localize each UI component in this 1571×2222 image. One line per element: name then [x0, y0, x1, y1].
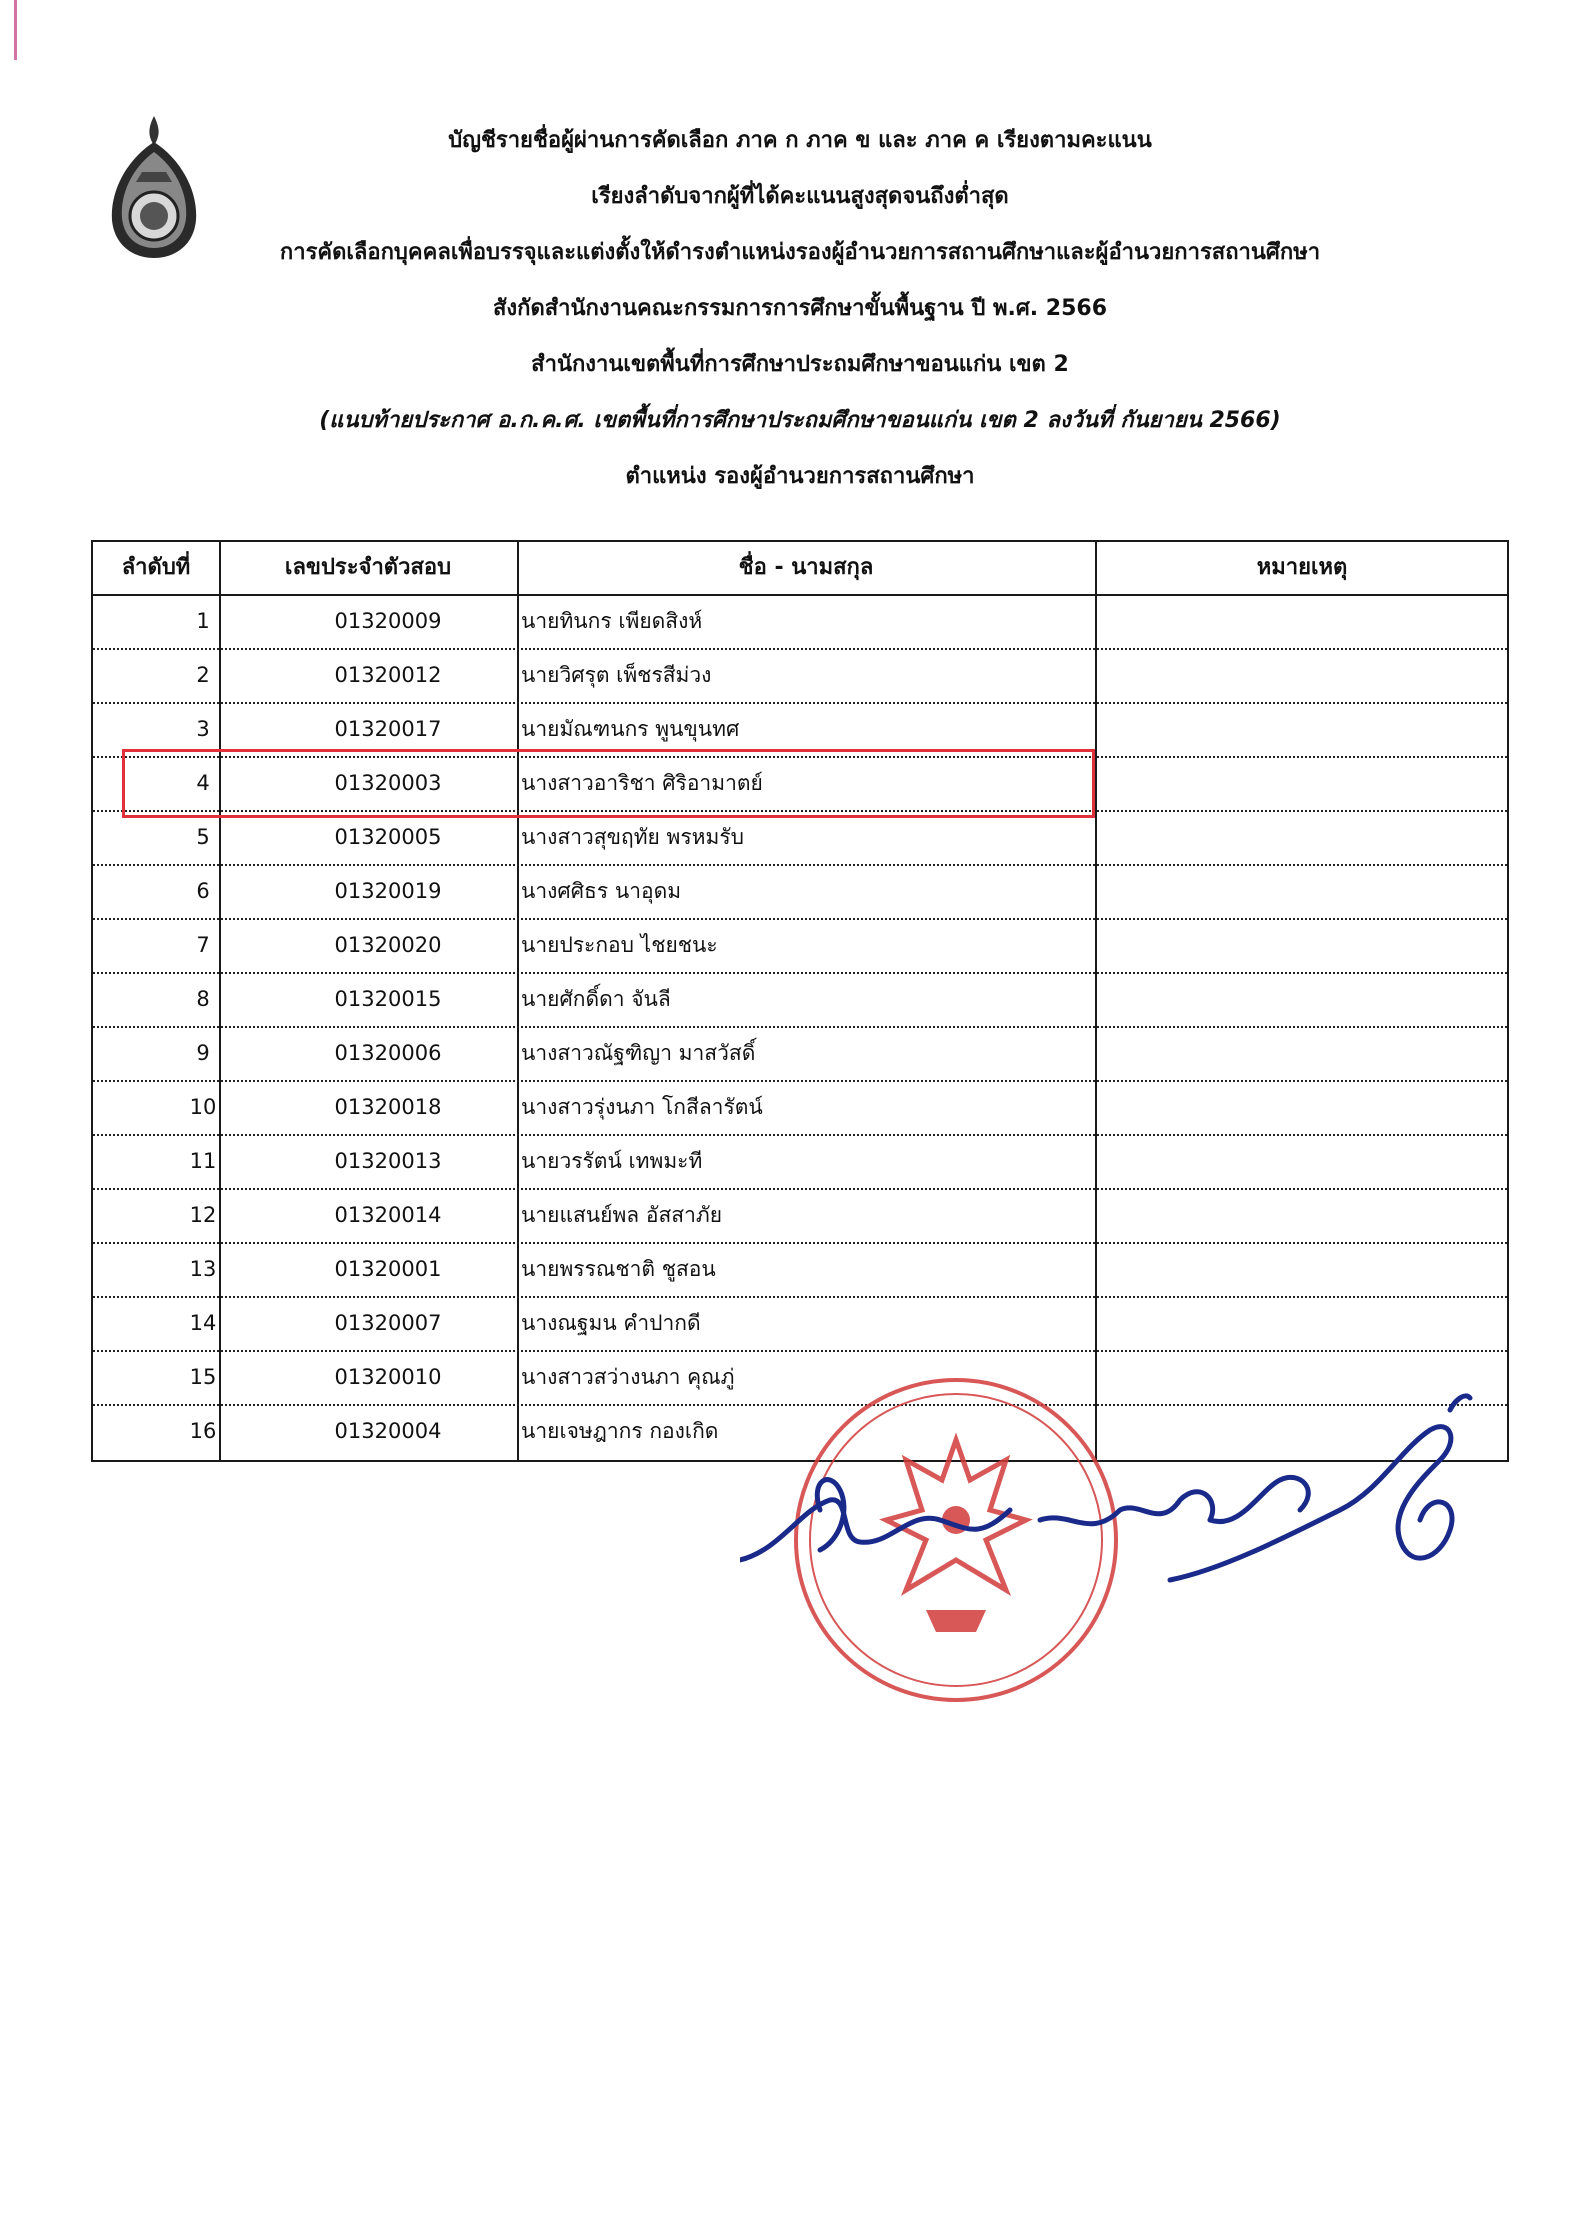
remarks-cell [1103, 702, 1503, 756]
exam-id-cell: 01320003 [334, 771, 442, 795]
exam-id-cell: 01320006 [334, 1041, 442, 1065]
results-table [91, 540, 1509, 1462]
name-cell: นางสาวรุ่งนภา โกสีลารัตน์ [521, 1095, 763, 1119]
table-row [93, 1296, 1507, 1350]
table-row [93, 864, 1507, 918]
exam-id-cell: 01320018 [334, 1095, 442, 1119]
remarks-cell [1103, 1026, 1503, 1080]
name-cell: นางสาวสุขฤทัย พรหมรับ [521, 825, 744, 849]
exam-id-cell: 01320010 [334, 1365, 442, 1389]
rank-cell: 13 [189, 1257, 217, 1281]
exam-id-cell: 01320017 [334, 717, 442, 741]
rank-cell: 4 [196, 771, 210, 795]
column-header-remarks: หมายเหตุ [1256, 555, 1348, 580]
remarks-cell [1103, 1080, 1503, 1134]
rank-cell: 10 [189, 1095, 217, 1119]
rank-cell: 16 [189, 1419, 217, 1443]
exam-id-cell: 01320007 [334, 1311, 442, 1335]
exam-id-cell: 01320009 [334, 609, 442, 633]
title-line-3: การคัดเลือกบุคคลเพื่อบรรจุและแต่งตั้งให้ดำรงตำแหน่งรองผู้อำนวยการสถานศึกษาและผู้อำนวยการสถานศึกษา [279, 240, 1321, 265]
table-row [93, 1080, 1507, 1134]
exam-id-cell: 01320015 [334, 987, 442, 1011]
name-cell: นายเจษฎากร กองเกิด [521, 1419, 719, 1443]
rank-cell: 2 [196, 663, 210, 687]
remarks-cell [1103, 1296, 1503, 1350]
remarks-cell [1103, 864, 1503, 918]
table-row [93, 1026, 1507, 1080]
obec-emblem-logo [106, 112, 202, 260]
remarks-cell [1103, 972, 1503, 1026]
exam-id-cell: 01320005 [334, 825, 442, 849]
name-cell: นายมัณฑนกร พูนขุนทศ [521, 717, 740, 741]
remarks-cell [1103, 1242, 1503, 1296]
highlight-box-row-4 [122, 749, 1095, 818]
name-cell: นางณฐมน คำปากดี [521, 1311, 701, 1335]
table-row [93, 648, 1507, 702]
column-header-exam-id: เลขประจำตัวสอบ [284, 555, 452, 580]
table-row [93, 810, 1507, 864]
exam-id-cell: 01320020 [334, 933, 442, 957]
rank-cell: 9 [196, 1041, 210, 1065]
remarks-cell [1103, 918, 1503, 972]
name-cell: นายพรรณชาติ ชูสอน [521, 1257, 716, 1281]
name-cell: นายวิศรุต เพ็ชรสีม่วง [521, 663, 712, 687]
rank-cell: 15 [189, 1365, 217, 1389]
title-line-6: (แนบท้ายประกาศ อ.ก.ค.ศ. เขตพื้นที่การศึกษาประถมศึกษาขอนแก่น เขต 2 ลงวันที่ กันยายน 2566) [319, 408, 1281, 433]
title-line-2: เรียงลำดับจากผู้ที่ได้คะแนนสูงสุดจนถึงต่ำสุด [591, 184, 1009, 209]
remarks-cell [1103, 810, 1503, 864]
exam-id-cell: 01320001 [334, 1257, 442, 1281]
rank-cell: 7 [196, 933, 210, 957]
exam-id-cell: 01320014 [334, 1203, 442, 1227]
name-cell: นางศศิธร นาอุดม [521, 879, 682, 903]
signatures [740, 1370, 1480, 1660]
rank-cell: 5 [196, 825, 210, 849]
exam-id-cell: 01320019 [334, 879, 442, 903]
name-cell: นายศักดิ์ดา จันลี [521, 987, 671, 1011]
name-cell: นางสาวอาริชา ศิริอามาตย์ [521, 771, 763, 795]
table-row [93, 1188, 1507, 1242]
exam-id-cell: 01320012 [334, 663, 442, 687]
edge-mark [14, 0, 17, 60]
rank-cell: 11 [189, 1149, 217, 1173]
rank-cell: 14 [189, 1311, 217, 1335]
name-cell: นายแสนย์พล อัสสาภัย [521, 1203, 723, 1227]
table-row [93, 972, 1507, 1026]
column-header-name: ชื่อ - นามสกุล [738, 555, 874, 580]
table-row [93, 702, 1507, 756]
remarks-cell [1103, 1134, 1503, 1188]
name-cell: นายทินกร เพียดสิงห์ [521, 609, 703, 633]
title-line-1: บัญชีรายชื่อผู้ผ่านการคัดเลือก ภาค ก ภาค ข และ ภาค ค เรียงตามคะแนน [448, 128, 1152, 153]
name-cell: นายวรรัตน์ เทพมะที [521, 1149, 703, 1173]
title-line-5: สำนักงานเขตพื้นที่การศึกษาประถมศึกษาขอนแก่น เขต 2 [531, 352, 1069, 377]
table-row [93, 594, 1507, 648]
exam-id-cell: 01320004 [334, 1419, 442, 1443]
rank-cell: 3 [196, 717, 210, 741]
table-row [93, 918, 1507, 972]
name-cell: นางสาวสว่างนภา คุณภู่ [521, 1365, 735, 1389]
exam-id-cell: 01320013 [334, 1149, 442, 1173]
rank-cell: 12 [189, 1203, 217, 1227]
column-header-rank: ลำดับที่ [121, 555, 191, 580]
remarks-cell [1103, 1188, 1503, 1242]
rank-cell: 1 [196, 609, 210, 633]
position-title: ตำแหน่ง รองผู้อำนวยการสถานศึกษา [625, 464, 975, 489]
rank-cell: 6 [196, 879, 210, 903]
name-cell: นายประกอบ ไชยชนะ [521, 933, 718, 957]
title-line-4: สังกัดสำนักงานคณะกรรมการการศึกษาขั้นพื้นฐาน ปี พ.ศ. 2566 [492, 296, 1108, 321]
remarks-cell [1103, 756, 1503, 810]
table-row [93, 1134, 1507, 1188]
table-row [93, 1242, 1507, 1296]
remarks-cell [1103, 648, 1503, 702]
name-cell: นางสาวณัฐฑิญา มาสวัสดิ์ [521, 1041, 756, 1065]
rank-cell: 8 [196, 987, 210, 1011]
remarks-cell [1103, 594, 1503, 648]
